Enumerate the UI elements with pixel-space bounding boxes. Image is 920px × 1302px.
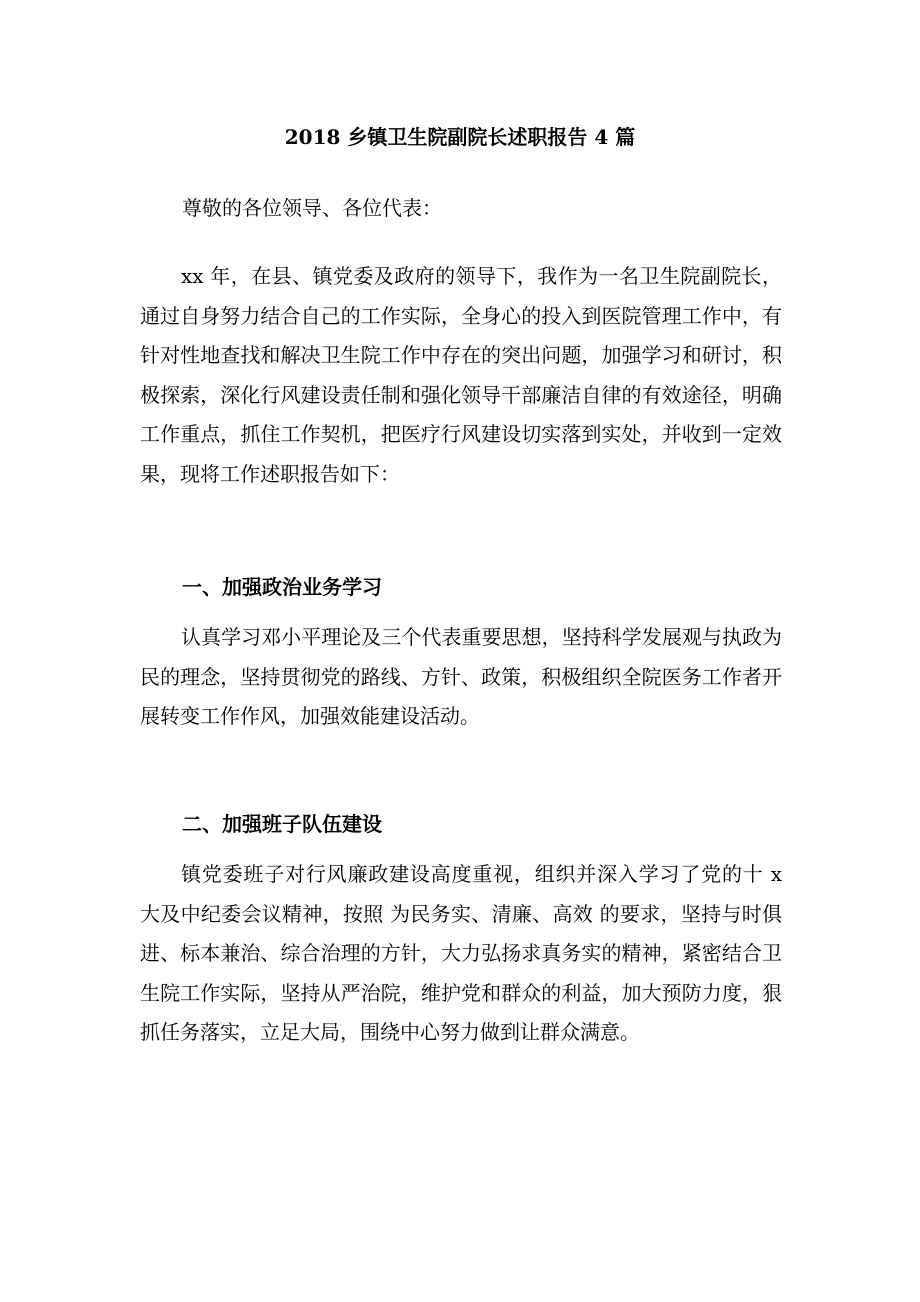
section-heading-2: 二、加强班子队伍建设 (182, 812, 382, 836)
section-heading-1: 一、加强政治业务学习 (182, 575, 382, 599)
section-body-2: 镇党委班子对行风廉政建设高度重视，组织并深入学习了党的十 x 大及中纪委会议精神，按照 为民务实、清廉、高效 的要求，坚持与时俱进、标本兼治、综合治理的方针，大力弘扬求真务实的精神，紧密结合卫生院工作实际，坚持从严治院，维护党和群众的利益，加大预防力度，狠抓任务落实，立足大局，围绕中心努力做到让群众满意。 (140, 862, 782, 1044)
salutation: 尊敬的各位领导、各位代表： (182, 196, 442, 220)
document-title: 2018 乡镇卫生院副院长述职报告 4 篇 (284, 125, 636, 149)
section-body-1: 认真学习邓小平理论及三个代表重要思想，坚持科学发展观与执政为民的理念，坚持贯彻党的路线、方针、政策，积极组织全院医务工作者开展转变工作作风，加强效能建设活动。 (140, 625, 782, 728)
intro-paragraph: xx 年，在县、镇党委及政府的领导下，我作为一名卫生院副院长，通过自身努力结合自己的工作实际，全身心的投入到医院管理工作中，有针对性地查找和解决卫生院工作中存在的突出问题，加强学习和研讨，积极探索，深化行风建设责任制和强化领导干部廉洁自律的有效途径，明确工作重点，抓住工作契机，把医疗行风建设切实落到实处，并收到一定效果，现将工作述职报告如下： (140, 264, 782, 486)
